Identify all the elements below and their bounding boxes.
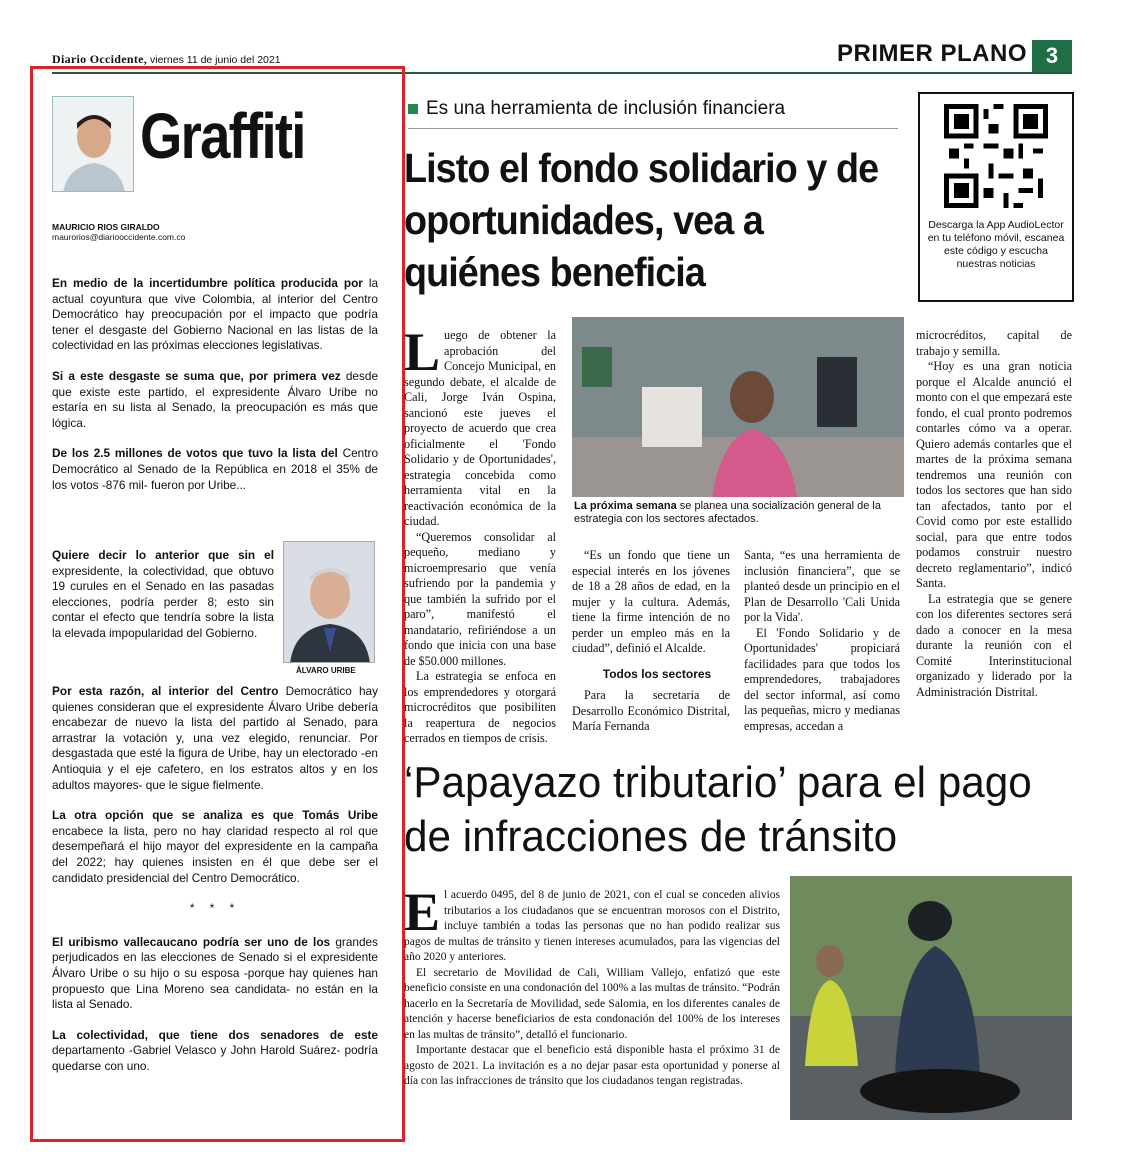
article2-headline: ‘Papayazo tributario’ para el pago de infracciones de tránsito: [404, 758, 1032, 861]
graffiti-paragraph: De los 2.5 millones de votos que tuvo la lista del Centro Democrático al Senado de la República en 2018 el 35% de los votos -876 mil- fueron por Uribe...: [52, 446, 379, 492]
qr-instructions: Descarga la App AudioLector en tu teléfono móvil, escanea este código y escucha nuestras noticias: [927, 219, 1065, 270]
uribe-photo-caption: ÁLVARO URIBE: [296, 666, 356, 675]
subhead: Todos los sectores: [602, 666, 712, 681]
column-title: Graffiti: [140, 100, 305, 172]
article-kicker: Es una herramienta de inclusión financiera: [408, 98, 785, 120]
masthead-dateline: [52, 52, 281, 67]
graffiti-paragraph: En medio de la incertidumbre política producida por la actual coyuntura que vive Colombia, al interior del Centro Democrático hay preocupación por el impacto que podría tener el desgaste del Gobierno Nacional en las listas de la colectividad en las próximas elecciones legislativas.: [52, 276, 378, 353]
article1-column-3: Santa, “es una herramienta de inclusión financiera”, que se planteó desde un principio en el Plan de Desarrollo 'Cali Unida por la Vida'. El 'Fondo Solidario y de Oportunidades' propiciará facilidades para que todos los emprendedores, trabajadores del sector informal, así como las pequeñas, micro y medianas empresas, accedan a: [744, 548, 900, 733]
article2-body: El acuerdo 0495, del 8 de junio de 2021, con el cual se conceden alivios tributarios a los ciudadanos que se encuentran morosos con el Distrito, incluye también a todas las personas que no han podido realizar sus pagos de multas de tránsito y tienen intereses acumulados, para las vigencias del año 2020 y anteriores. El secretario de Movilidad de Cali, William Vallejo, enfatizó que este beneficio consiste en una condonación del 100% a las multas de tránsito. “Podrán hacerlo en la Secretaría de Movilidad, sede Salomia, en los diferentes canales de atención y hacerse beneficiarios de esta condonación del 100% de los intereses en las multas de tránsito”, detalló el funcionario. Importante destacar que el beneficio está disponible hasta el próximo 31 de agosto de 2021. La invitación es a no dejar pasar esta oportunidad y ponerse al día con las infracciones de tránsito que los ciudadanos tengan registradas.: [404, 882, 780, 1087]
graffiti-block-1: [52, 276, 378, 508]
kicker-rule: [408, 128, 898, 129]
issue-date: viernes 11 de junio del 2021: [150, 54, 281, 66]
paper-name: Diario Occidente,: [52, 52, 148, 66]
audiolector-promo: [918, 92, 1074, 302]
article1-column-1: Luego de obtener la aprobación del Concejo Municipal, en segundo debate, el alcalde de Cali, Jorge Iván Ospina, sancionó este jueves el proyecto de acuerdo que crea oficialmente el 'Fondo Solidario y de Oportunidades', estrategia concebida como herramienta vital en la reactivación económica de la ciudad. “Queremos consolidar al pequeño, mediano y microempresario que venía sufriendo por la pandemia y que también la sufrido por el paro”, manifestó el mandatario, refiriéndose a un fondo que inicia con una base de $50.000 millones. La estrategia se enfoca en los emprendedores y otorgará microcréditos que posibiliten la reapertura de negocios cerrados en tiempos de crisis.: [404, 322, 556, 745]
section-separator: * * *: [189, 901, 241, 916]
article1-column-4: microcréditos, capital de trabajo y semilla. “Hoy es una gran noticia porque el Alcalde anunció el monto con el que empezará este fondo, el cual pronto podremos contarles cómo va a operar. Quiero además contarles que el martes de la próxima semana tendremos una reunión con todos los sectores que han sido tan afectados, tanto por el Covid como por este estallido social, para que entre todos podamos construir nuestro decreto reglamentario”, indicó Santa. La estrategia que se genere con los diferentes sectores será dado a conocer en la mesa durante la reunión con el Comité Interinstitucional organizado y liderado por la Administración Distrital.: [916, 328, 1072, 699]
motorcycle-checkpoint-photo: [790, 876, 1072, 1120]
author-name: MAURICIO RIOS GIRALDO: [52, 222, 160, 232]
section-title: PRIMER PLANO: [836, 40, 1027, 67]
photo-caption: La próxima semana se planea una socialización general de la estrategia con los sectores afectados.: [574, 500, 881, 525]
graffiti-paragraph: El uribismo vallecaucano podría ser uno de los grandes perjudicados en las elecciones de Senado si el expresidente Álvaro Uribe o su hijo o su esposa -porque hay quienes han propuesto que Lina Moreno sea candidata- no están en la lista al Senado.: [52, 934, 378, 1012]
uribe-photo: [283, 541, 375, 663]
graffiti-paragraph: La colectividad, que tiene dos senadores de este departamento -Gabriel Velasco y John Harold Suárez- podría quedarse con uno.: [52, 1027, 378, 1073]
author-photo: [52, 96, 134, 192]
qr-code-icon: [944, 104, 1048, 208]
kicker-square-icon: [408, 104, 418, 114]
graffiti-block-2: [52, 548, 274, 657]
dropcap: E: [404, 882, 441, 942]
article-headline: Listo el fondo solidario y de oportunidades, vea a quiénes beneficia: [404, 145, 879, 295]
page-number: 3: [1032, 40, 1072, 72]
article1-column-2: “Es un fondo que tiene un especial interés en los jóvenes de 18 a 28 años de edad, en la mujer y la cultura. Además, tiene la firme intención de no perder un empleo más en la ciudad”, definió el Alcalde. Todos los sectores Para la secretaria de Desarrollo Económico Distrital, María Fernanda: [572, 548, 730, 733]
dropcap: L: [404, 322, 441, 382]
graffiti-paragraph: La otra opción que se analiza es que Tomás Uribe encabece la lista, pero no hay claridad respecto al rol que desempeñará el hijo mayor del expresidente en la campaña del 2022; hay quienes insisten en él que debe ser el candidato presidencial del Centro Democrático.: [52, 808, 378, 885]
graffiti-paragraph: Quiere decir lo anterior que sin el expresidente, la colectividad, que obtuvo 19 curules en el Senado en las pasadas elecciones, podría perder 8; esto sin contar el efecto que tendría sobre la lista la elevada impopularidad del Gobierno.: [52, 548, 274, 640]
author-email: maurorios@diariooccidente.com.co: [52, 232, 186, 242]
graffiti-block-3: [52, 684, 378, 1089]
graffiti-paragraph: Si a este desgaste se suma que, por primera vez desde que existe este partido, el expresidente Álvaro Uribe no estaría en su lista al Senado, la preocupación es más que lógica.: [52, 368, 379, 430]
sewing-workshop-photo: [572, 317, 904, 497]
graffiti-paragraph: Por esta razón, al interior del Centro Democrático hay quienes consideran que el expresidente Álvaro Uribe debería encabezar de nuevo la lista del partido al Senado, para arrastrar la votación y, una vez elegido, renunciar. Por desgastada que esté la figura de Uribe, hay un electorado -en Antioquia y el eje cafetero, en los estratos altos y en los adultos mayores- que le sigue fielmente.: [52, 684, 378, 792]
